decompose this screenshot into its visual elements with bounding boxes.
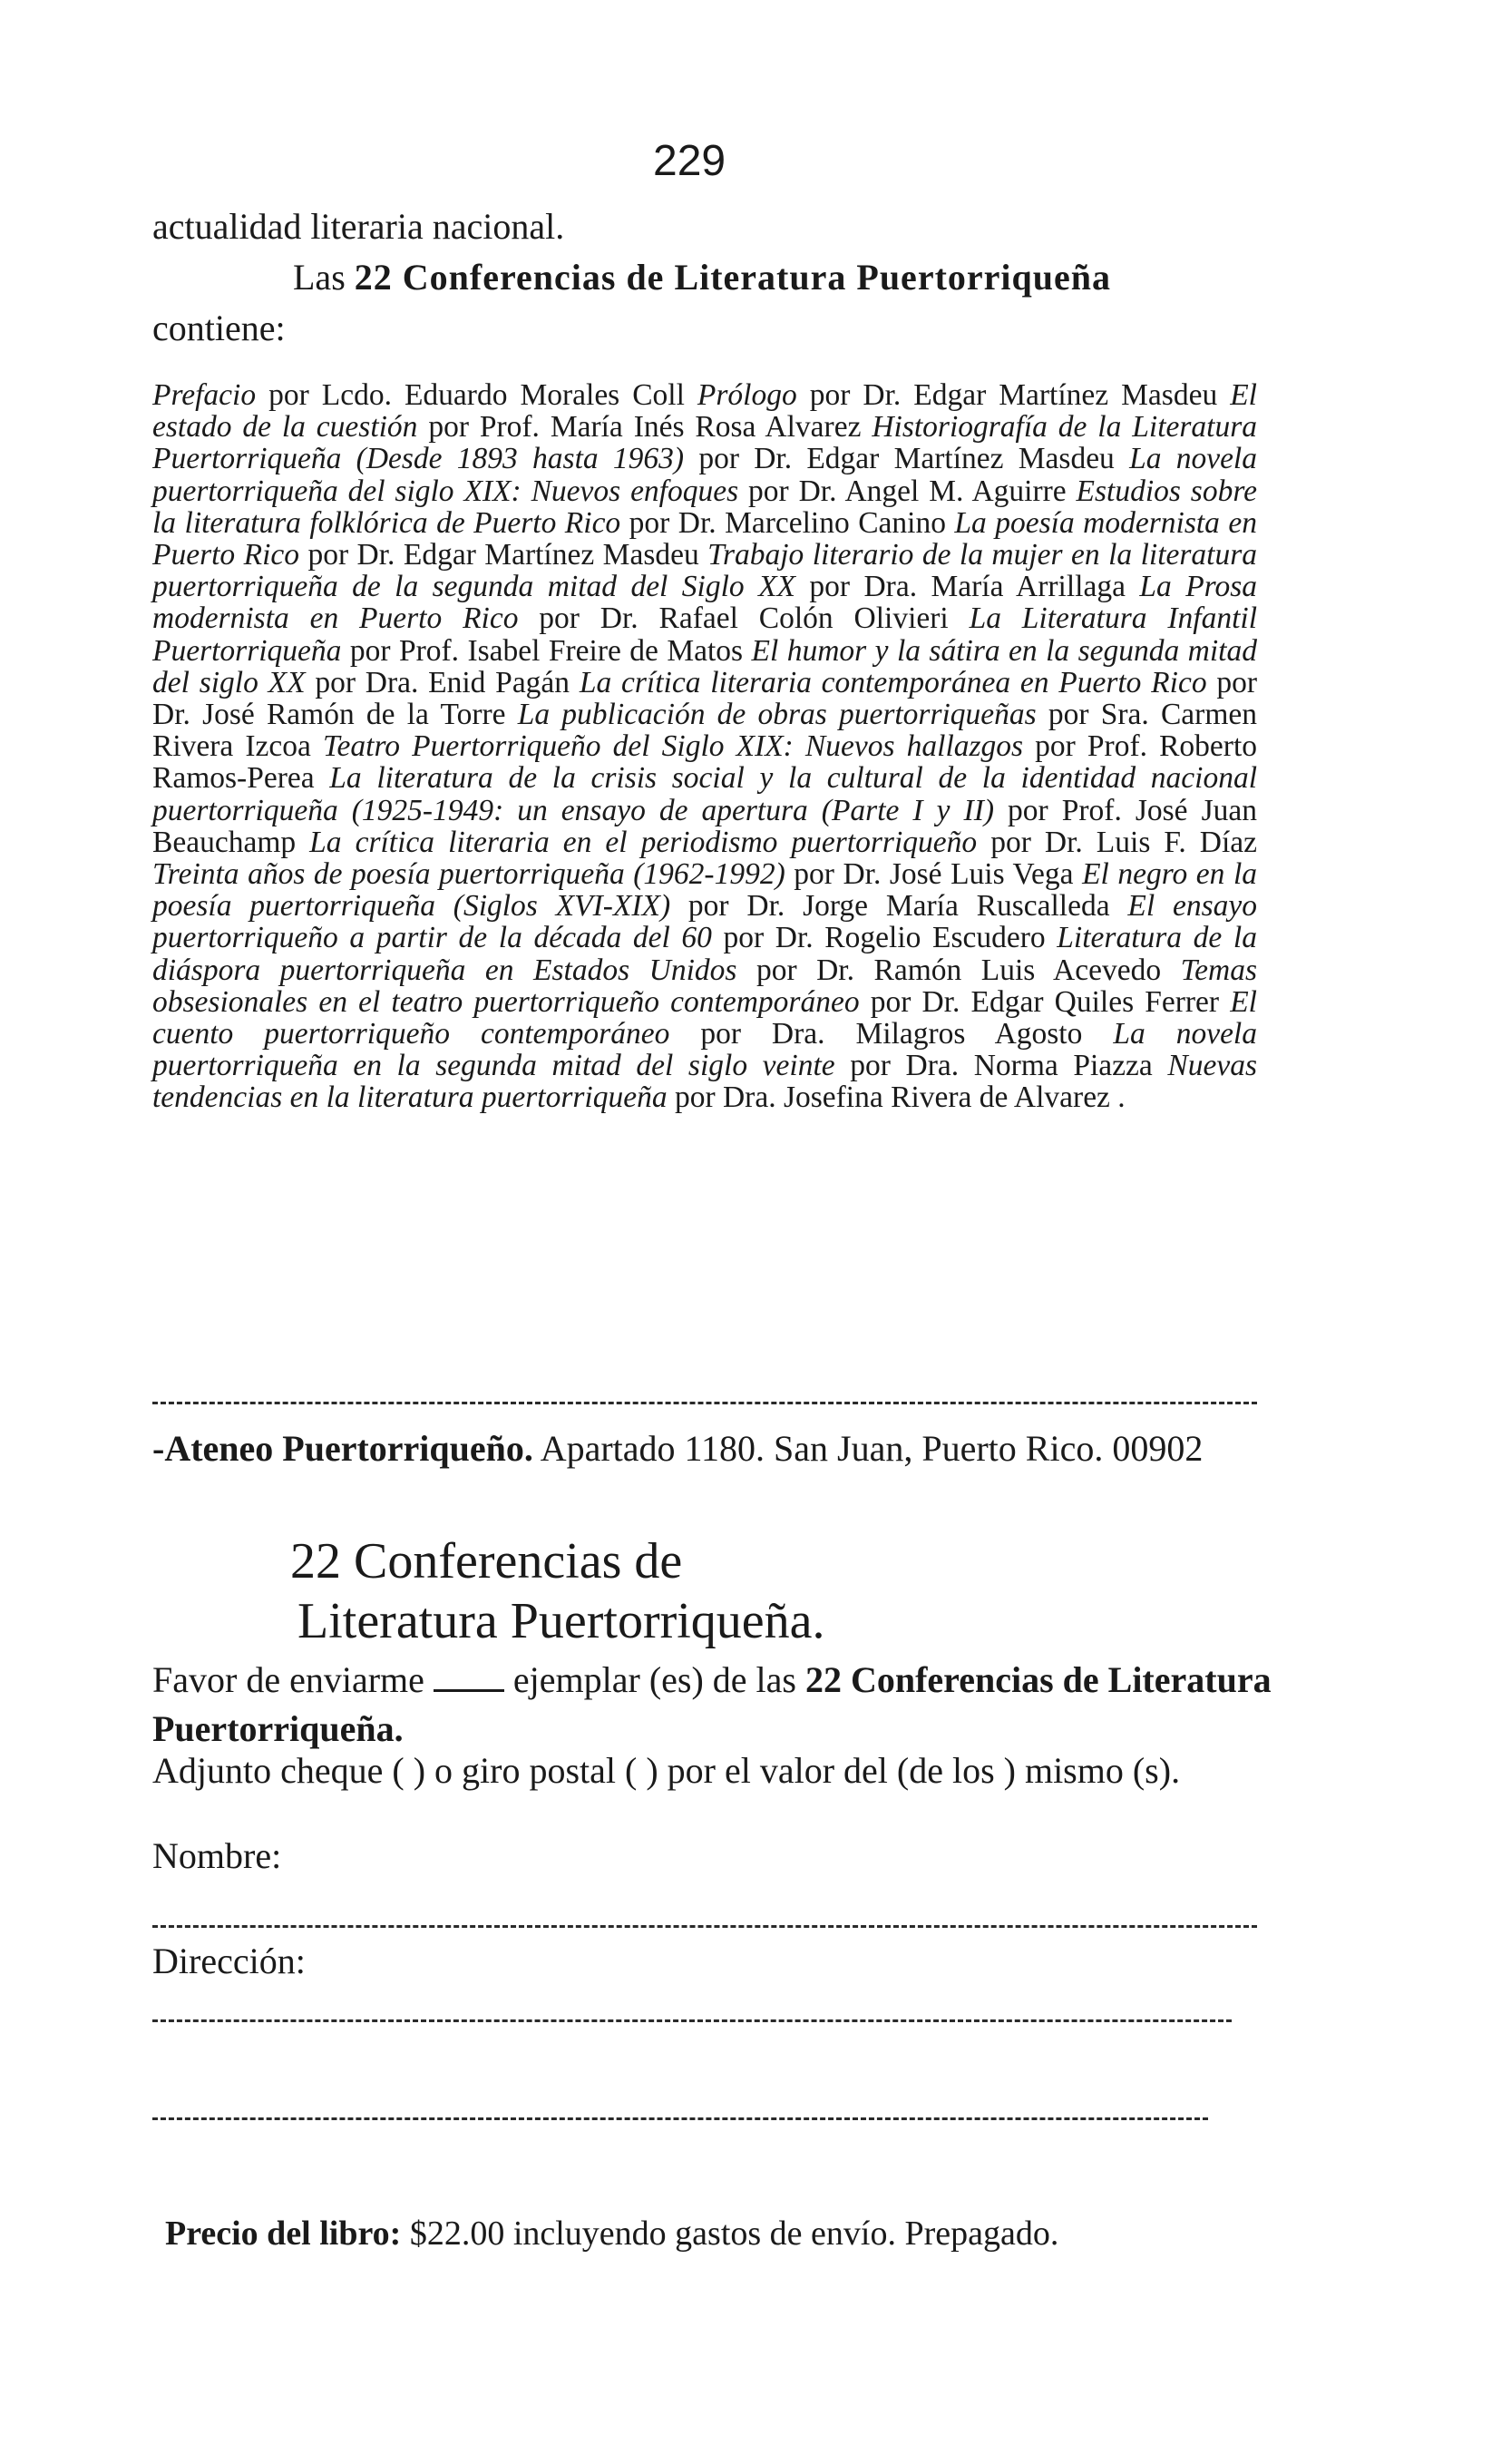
essay-author: por Dr. Edgar Martínez Masdeu — [796, 378, 1231, 412]
essay-title: La crítica literaria en el periodismo puertorriqueño — [309, 825, 978, 859]
essay-title: El humor y la sátira en la segunda mitad del siglo XX — [152, 633, 1257, 699]
essay-author: por Prof. José Juan Beauchamp — [152, 793, 1257, 859]
order-book-title: 22 Conferencias de Literatura Puertorriqueña. — [152, 1659, 1272, 1749]
essay-author: por Dr. Jorge María Ruscalleda — [670, 889, 1128, 924]
book-title-line-2: Literatura Puertorriqueña. — [297, 1593, 825, 1649]
price-text: $22.00 incluyendo gastos de envío. Prepagado. — [401, 2215, 1059, 2253]
publisher-address-text: Apartado 1180. San Juan, Puerto Rico. 00902 — [532, 1428, 1204, 1469]
essay-title: La Literatura Infantil Puertorriqueña — [152, 601, 1258, 668]
table-of-contents — [152, 379, 1257, 1114]
intro-line-2-prefix: Las — [293, 257, 355, 298]
essay-author: por Dr. Edgar Martínez Masdeu — [684, 442, 1130, 476]
essay-title: Literatura de la diáspora puertorriqueña en Estados Unidos — [152, 921, 1257, 987]
essay-author: por Dr. José Ramón de la Torre — [152, 665, 1258, 732]
intro-paragraph — [152, 201, 1257, 354]
essay-author: por Dr. Angel M. Aguirre — [738, 474, 1077, 508]
essay-author: por Dra. Enid Pagán — [305, 665, 580, 699]
order-text-a: Favor de enviarme — [152, 1659, 434, 1700]
name-line[interactable] — [152, 1925, 1257, 1928]
order-form — [152, 1424, 1277, 1473]
essay-author: por Dr. Rogelio Escudero — [711, 921, 1058, 955]
essay-author: por Dr. Luis F. Díaz — [977, 825, 1257, 859]
intro-line-3: contiene: — [152, 308, 286, 348]
essay-title: La crítica literaria contemporánea en Puerto Rico — [579, 665, 1207, 699]
order-request — [152, 1656, 1277, 1754]
essay-author: por Dra. Josefina Rivera de Alvarez . — [667, 1080, 1126, 1115]
intro-line-2 — [152, 252, 1257, 303]
publisher-address — [152, 1424, 1277, 1473]
essay-title: La poesía modernista en Puerto Rico — [152, 505, 1257, 572]
essay-title: Prólogo — [697, 378, 797, 412]
essay-author: por Dr. Marcelino Canino — [620, 505, 955, 540]
essay-author: por Dr. Edgar Martínez Masdeu — [299, 538, 708, 572]
essay-title: Temas obsesionales en el teatro puertorriqueño contemporáneo — [152, 953, 1257, 1019]
essay-title: Trabajo literario de la mujer en la literatura puertorriqueña de la segunda mitad del Siglo XX — [152, 538, 1257, 604]
essay-title: La literatura de la crisis social y la cultural de la identidad nacional puertorriqueña (1925-1949: un ensayo de apertura (Parte I y II) — [152, 761, 1257, 827]
essay-author: por Lcdo. Eduardo Morales Coll — [256, 378, 697, 412]
essay-author: por Dr. Rafael Colón Olivieri — [518, 601, 970, 636]
publisher-name: -Ateneo Puertorriqueño. — [152, 1428, 533, 1469]
essay-title: Estudios sobre la literatura folklórica de Puerto Rico — [152, 474, 1258, 540]
essay-author: por Prof. Isabel Freire de Matos — [341, 633, 752, 668]
essay-author: por Dr. José Luis Vega — [785, 857, 1083, 892]
essay-author: por Dr. Edgar Quiles Ferrer — [859, 984, 1231, 1019]
book-title-line-1: 22 Conferencias de — [290, 1533, 683, 1589]
essay-author: por Dr. Ramón Luis Acevedo — [736, 953, 1181, 987]
essay-title: El cuento puertorriqueño contemporáneo — [152, 984, 1257, 1051]
essay-title: El estado de la cuestión — [152, 378, 1257, 445]
essay-title: La publicación de obras puertorriqueñas — [517, 698, 1037, 732]
essay-author: por Dra. Milagros Agosto — [669, 1017, 1114, 1051]
essay-title: La novela puertorriqueña en la segunda mitad del siglo veinte — [152, 1017, 1257, 1083]
essay-title: Treinta años de poesía puertorriqueña (1962-1992) — [152, 857, 785, 892]
essay-title: La novela puertorriqueña del siglo XIX: Nuevos enfoques — [152, 442, 1257, 508]
price-label: Precio del libro: — [165, 2215, 402, 2253]
essay-title: La Prosa modernista en Puerto Rico — [152, 570, 1257, 636]
dashed-divider — [152, 1402, 1257, 1404]
essay-title: Nuevas tendencias en la literatura puertorriqueña — [152, 1049, 1258, 1115]
essay-author: por Prof. Roberto Ramos-Perea — [152, 729, 1257, 796]
essay-title: Historiografía de la Literatura Puertorriqueña (Desde 1893 hasta 1963) — [152, 410, 1257, 476]
essay-author: por Prof. María Inés Rosa Alvarez — [417, 410, 872, 445]
name-label: Nombre: — [152, 1835, 282, 1876]
essay-author: por Dra. Norma Piazza — [834, 1049, 1168, 1083]
address-line-1[interactable] — [152, 2019, 1232, 2022]
essay-author: por Sra. Carmen Rivera Izcoa — [152, 698, 1257, 764]
price-note — [165, 2214, 1058, 2254]
essay-title: Teatro Puertorriqueño del Siglo XIX: Nuevos hallazgos — [323, 729, 1024, 764]
essay-title: El ensayo puertorriqueño a partir de la década del 60 — [152, 889, 1257, 955]
collection-title: 22 Conferencias de Literatura Puertorriqueña — [354, 257, 1111, 298]
address-label: Dirección: — [152, 1941, 306, 1981]
payment-line: Adjunto cheque ( ) o giro postal ( ) por el valor del (de los ) mismo (s). — [152, 1750, 1181, 1791]
essay-title: El negro en la poesía puertorriqueña (Siglos XVI-XIX) — [152, 857, 1258, 924]
address-line-2[interactable] — [152, 2117, 1208, 2120]
essay-title: Prefacio — [152, 378, 257, 412]
essay-author: por Dra. María Arrillaga — [795, 570, 1140, 604]
intro-line-1: actualidad literaria nacional. — [152, 206, 565, 247]
quantity-blank[interactable] — [434, 1664, 504, 1692]
order-text-b: ejemplar (es) de las — [503, 1659, 805, 1700]
page-number: 229 — [653, 137, 726, 185]
